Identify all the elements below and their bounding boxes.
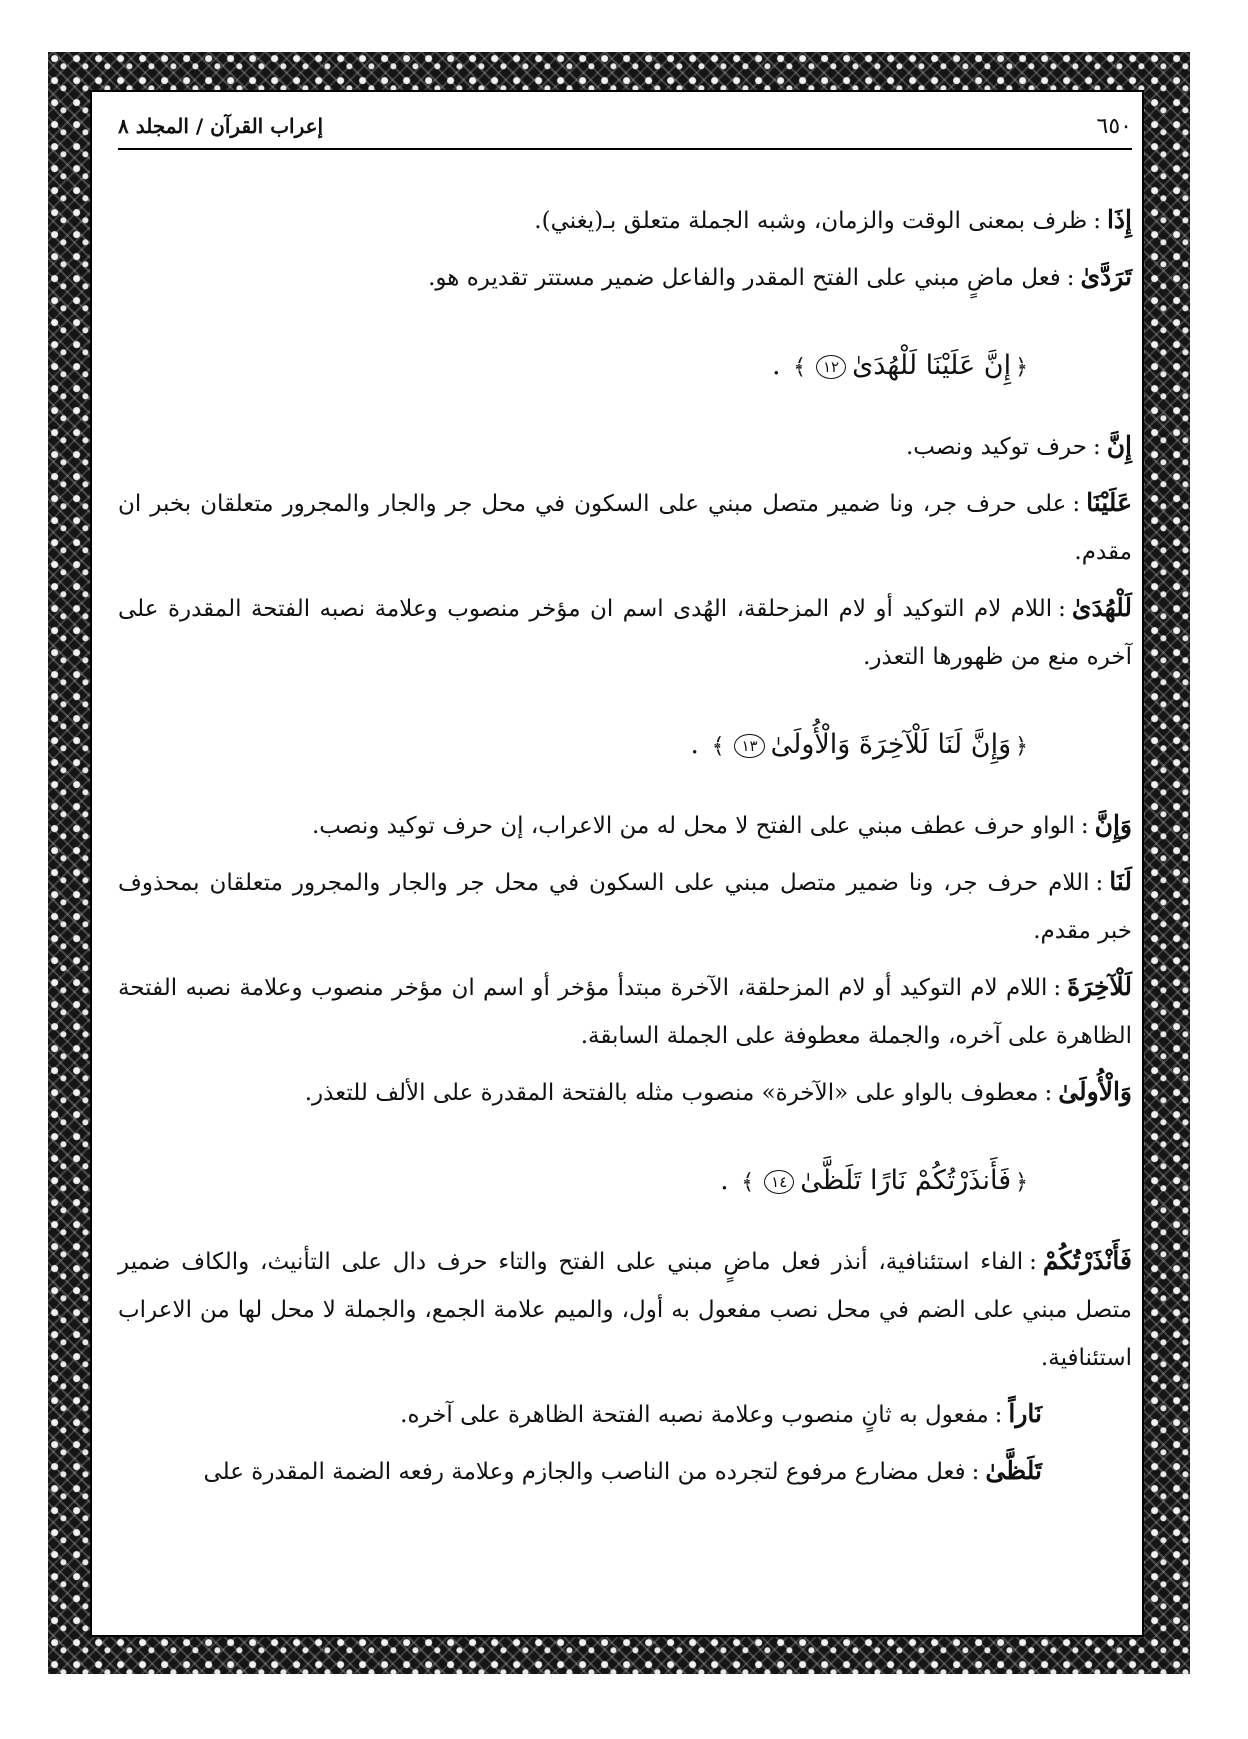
entry-colon: :: [1044, 1080, 1053, 1106]
quran-verse: [118, 1157, 1132, 1207]
verse-period: .: [690, 729, 708, 760]
entry-term: إِذَا: [1106, 205, 1132, 234]
quran-verse: [118, 721, 1132, 771]
verse-ornament-open: ﴿: [1015, 355, 1028, 380]
entry-colon: :: [1072, 491, 1081, 517]
entry-colon: :: [1095, 870, 1104, 896]
entry-term: عَلَيْنَا: [1086, 488, 1132, 517]
entry-colon: :: [971, 1459, 980, 1485]
entry-colon: :: [1053, 975, 1062, 1001]
grammar-entry: [118, 1068, 1132, 1117]
entry-text: اللام حرف جر، ونا ضمير متصل مبني على السكون في محل جر والجار والمجرور متعلقان بمحذوف خبر مقدم.: [118, 870, 1132, 944]
grammar-entry: [118, 422, 1132, 471]
verse-ornament-close: ﴾: [793, 355, 806, 380]
grammar-entry: [118, 479, 1132, 576]
entry-term: نَاراً: [1008, 1399, 1042, 1428]
entry-colon: :: [1029, 1249, 1037, 1275]
verse-number: ١٣: [734, 734, 764, 758]
entry-term: إِنَّ: [1106, 431, 1132, 460]
grammar-entry: [118, 1237, 1132, 1382]
page-body: [118, 196, 1132, 1504]
verse-ornament-open: ﴿: [1015, 734, 1028, 759]
entry-text: على حرف جر، ونا ضمير متصل مبني على السكون في محل جر والجار والمجرور متعلقان بخبر ان مقدم.: [118, 491, 1132, 565]
entry-colon: :: [994, 1402, 1003, 1428]
verse-text: فَأَنذَرْتُكُمْ نَارًا تَلَظَّىٰ: [800, 1165, 1012, 1196]
entry-colon: :: [1058, 596, 1066, 622]
entry-text: حرف توكيد ونصب.: [905, 434, 1087, 460]
entry-colon: :: [1092, 434, 1101, 460]
page-number: ٦٥٠: [1096, 114, 1132, 139]
entry-text: الفاء استئنافية، أنذر فعل ماضٍ مبني على الفتح والتاء حرف دال على التأنيث، والكاف ضمير متصل مبني على الضم في محل نصب مفعول به أول، والميم علامة الجمع، والجملة لا محل لها من الاعراب استئنافية.: [118, 1249, 1132, 1371]
entry-text: فعل مضارع مرفوع لتجرده من الناصب والجازم وعلامة رفعه الضمة المقدرة على: [203, 1459, 966, 1485]
entry-text: فعل ماضٍ مبني على الفتح المقدر والفاعل ضمير مستتر تقديره هو.: [428, 265, 1061, 291]
entry-term: تَلَظَّىٰ: [985, 1456, 1042, 1485]
entry-text: اللام لام التوكيد أو لام المزحلقة، الآخرة مبتدأ مؤخر أو اسم ان مؤخر منصوب وعلامة نصبه الفتحة الظاهرة على آخره، والجملة معطوفة على الجملة السابقة.: [118, 975, 1132, 1049]
grammar-entry: [118, 253, 1132, 302]
page-header: [118, 112, 1132, 150]
verse-period: .: [720, 1165, 738, 1196]
entry-term: فَأَنْذَرْتُكُمْ: [1042, 1246, 1132, 1275]
entry-colon: :: [1093, 208, 1101, 234]
entry-term: لَلْهُدَىٰ: [1071, 593, 1132, 622]
verse-ornament-open: ﴿: [1015, 1170, 1028, 1195]
running-title: إعراب القرآن / المجلد ٨: [118, 114, 324, 138]
entry-colon: :: [1066, 265, 1075, 291]
verse-number: ١٢: [816, 355, 846, 379]
grammar-entry: [118, 858, 1132, 955]
entry-colon: :: [1080, 813, 1089, 839]
entry-text: مفعول به ثانٍ منصوب وعلامة نصبه الفتحة الظاهرة على آخره.: [400, 1402, 989, 1428]
quran-verse: [118, 342, 1132, 392]
grammar-entry: [118, 801, 1132, 850]
verse-ornament-close: ﴾: [711, 734, 725, 759]
entry-term: وَإِنَّ: [1094, 810, 1132, 839]
entry-term: وَالْأُولَىٰ: [1058, 1077, 1132, 1106]
grammar-entry: [118, 1447, 1132, 1496]
entry-text: اللام لام التوكيد أو لام المزحلقة، الهُدى اسم ان مؤخر منصوب وعلامة نصبه الفتحة المقدرة على آخره منع من ظهورها التعذر.: [118, 596, 1132, 670]
entry-term: تَرَدَّىٰ: [1080, 262, 1132, 291]
grammar-entry: [118, 963, 1132, 1060]
verse-text: إِنَّ عَلَيْنَا لَلْهُدَىٰ: [852, 350, 1012, 381]
grammar-entry: [118, 196, 1132, 245]
verse-ornament-close: ﴾: [741, 1170, 755, 1195]
entry-term: لَنَا: [1109, 867, 1132, 896]
verse-period: .: [771, 350, 790, 381]
grammar-entry: [118, 1390, 1132, 1439]
verse-number: ١٤: [764, 1170, 794, 1194]
entry-text: معطوف بالواو على «الآخرة» منصوب مثله بالفتحة المقدرة على الألف للتعذر.: [304, 1080, 1039, 1106]
grammar-entry: [118, 584, 1132, 681]
entry-text: ظرف بمعنى الوقت والزمان، وشبه الجملة متعلق بـ(يغني).: [534, 208, 1088, 234]
verse-text: وَإِنَّ لَنَا لَلْآخِرَةَ وَالْأُولَىٰ: [770, 729, 1012, 760]
entry-text: الواو حرف عطف مبني على الفتح لا محل له من الاعراب، إن حرف توكيد ونصب.: [311, 813, 1075, 839]
entry-term: لَلْآخِرَةَ: [1067, 972, 1132, 1001]
